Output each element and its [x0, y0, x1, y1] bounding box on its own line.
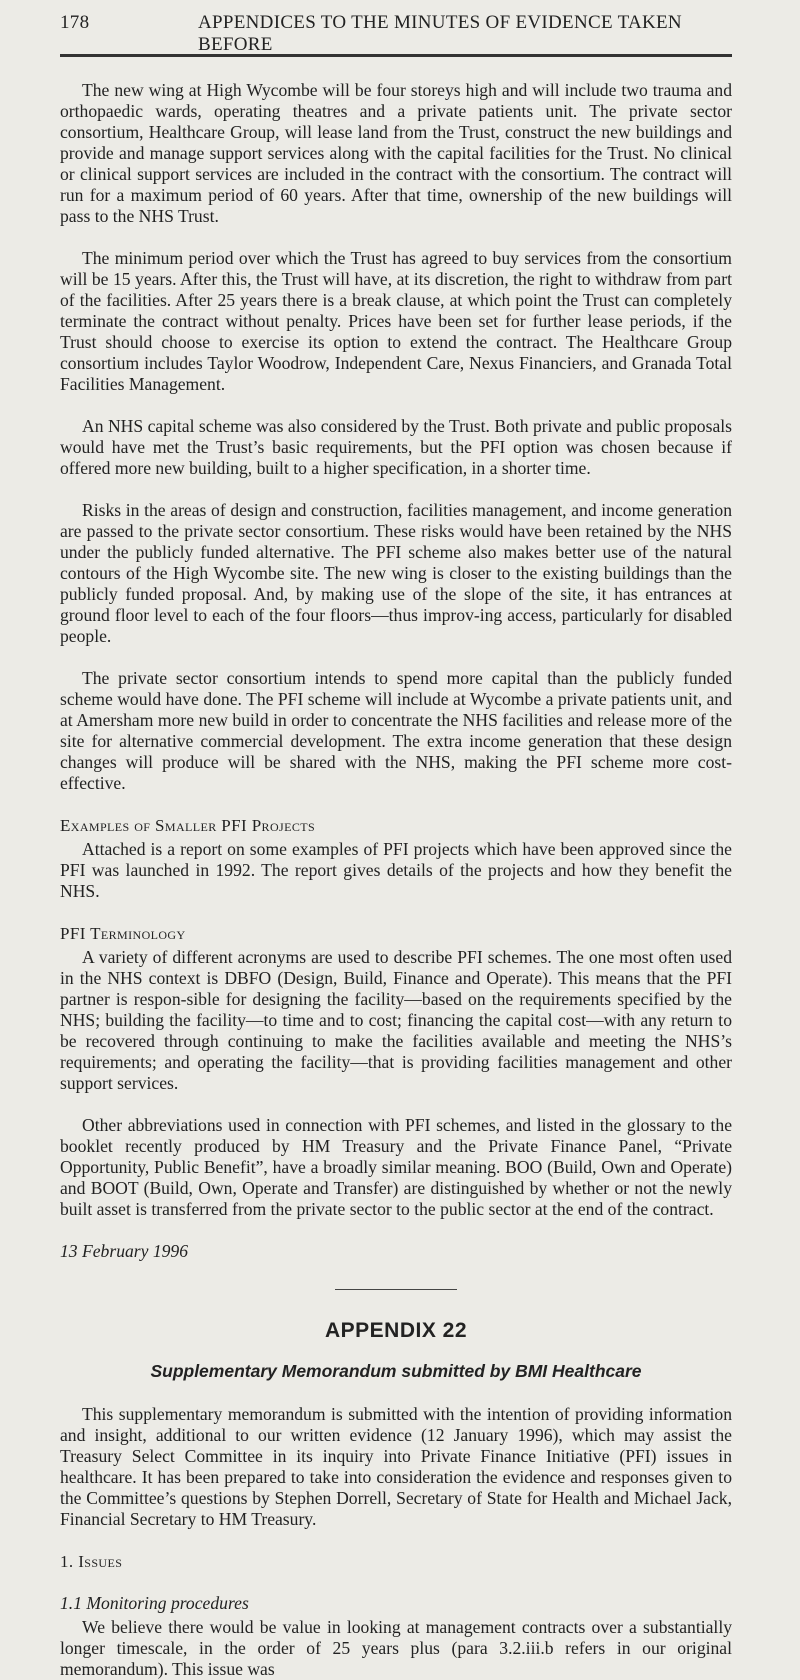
paragraph: Attached is a report on some examples of PFI projects which have been approved since the PFI was launched in 1992. The report gives details of the projects and how they benefit the NHS. — [60, 839, 732, 901]
document-body — [60, 80, 732, 1680]
paragraph: The new wing at High Wycombe will be four storeys high and will include two trauma and orthopaedic wards, operating theatres and a private patients unit. The private sector consortium, Healthcare Group, will lease land from the Trust, construct the new buildings and provide and manage support services along with the capital facilities for the Trust. No clinical or clinical support services are included in the contract with the consortium. The contract will run for a maximum period of 60 years. After that time, ownership of the new buildings will pass to the NHS Trust. — [60, 80, 732, 226]
section-heading-issues: 1. Issues — [60, 1552, 123, 1571]
paragraph: An NHS capital scheme was also considered by the Trust. Both private and public proposals would have met the Trust’s basic requirements, but the PFI option was chosen because if offered more new building, built to a higher specification, in a shorter time. — [60, 416, 732, 478]
paragraph: The private sector consortium intends to spend more capital than the publicly funded scheme would have done. The PFI scheme will include at Wycombe a private patients unit, and at Amersham more new build in order to concentrate the NHS facilities and release more of the site for alternative commercial development. The extra income generation that these design changes will produce will be shared with the NHS, making the PFI scheme more cost-effective. — [60, 668, 732, 793]
header-rule — [60, 54, 732, 57]
paragraph: The minimum period over which the Trust has agreed to buy services from the consortium will be 15 years. After this, the Trust will have, at its discretion, the right to withdraw from part of the facilities. After 25 years there is a break clause, at which point the Trust can completely terminate the contract without penalty. Prices have been set for further lease periods, if the Trust should choose to exercise its option to extend the contract. The Healthcare Group consortium includes Taylor Woodrow, Independent Care, Nexus Financiers, and Granada Total Facilities Management. — [60, 248, 732, 394]
paragraph: We believe there would be value in looking at management contracts over a substantially longer timescale, in the order of 25 years plus (para 3.2.iii.b refers in our original memorandum). This issue was — [60, 1617, 732, 1679]
running-title: APPENDICES TO THE MINUTES OF EVIDENCE TAKEN BEFORE — [198, 12, 682, 55]
paragraph: A variety of different acronyms are used to describe PFI schemes. The one most often used in the NHS context is DBFO (Design, Build, Finance and Operate). This means that the PFI partner is respon-sible for designing the facility—based on the requirements specified by the NHS; building the facility—to time and to cost; financing the capital cost—with any return to be recovered through continuing to make the facilities available and meeting the NHS’s requirements; and operating the facility—that is providing facilities management and other support services. — [60, 947, 732, 1093]
subsection-heading: 1.1 Monitoring procedures — [60, 1593, 249, 1613]
appendix-subtitle: Supplementary Memorandum submitted by BMI Healthcare — [150, 1361, 642, 1381]
page-number: 178 — [60, 12, 90, 33]
paragraph: This supplementary memorandum is submitted with the intention of providing information and insight, additional to our written evidence (12 January 1996), which may assist the Treasury Select Committee in its inquiry into Private Finance Initiative (PFI) issues in healthcare. It has been prepared to take into consideration the evidence and responses given to the Committee’s questions by Stephen Dorrell, Secretary of State for Health and Michael Jack, Financial Secretary to HM Treasury. — [60, 1404, 732, 1529]
appendix-title: APPENDIX 22 — [324, 1319, 468, 1342]
section-heading-terminology: PFI Terminology — [60, 924, 186, 943]
section-heading-examples: Examples of Smaller PFI Projects — [60, 816, 316, 835]
paragraph: Risks in the areas of design and construction, facilities management, and income generation are passed to the private sector consortium. These risks would have been retained by the NHS under the publicly funded alternative. The PFI scheme also makes better use of the natural contours of the High Wycombe site. The new wing is closer to the existing buildings than the publicly funded proposal. And, by making use of the slope of the site, it has entrances at ground floor level to each of the four floors—thus improv-ing access, particularly for disabled people. — [60, 500, 732, 646]
document-date: 13 February 1996 — [60, 1241, 189, 1261]
paragraph: Other abbreviations used in connection with PFI schemes, and listed in the glossary to the booklet recently produced by HM Treasury and the Private Finance Panel, “Private Opportunity, Public Benefit”, have a broadly similar meaning. BOO (Build, Own and Operate) and BOOT (Build, Own, Operate and Transfer) are distinguished by whether or not the newly built asset is transferred from the private sector to the public sector at the end of the contract. — [60, 1115, 732, 1219]
separator-rule — [335, 1289, 457, 1290]
